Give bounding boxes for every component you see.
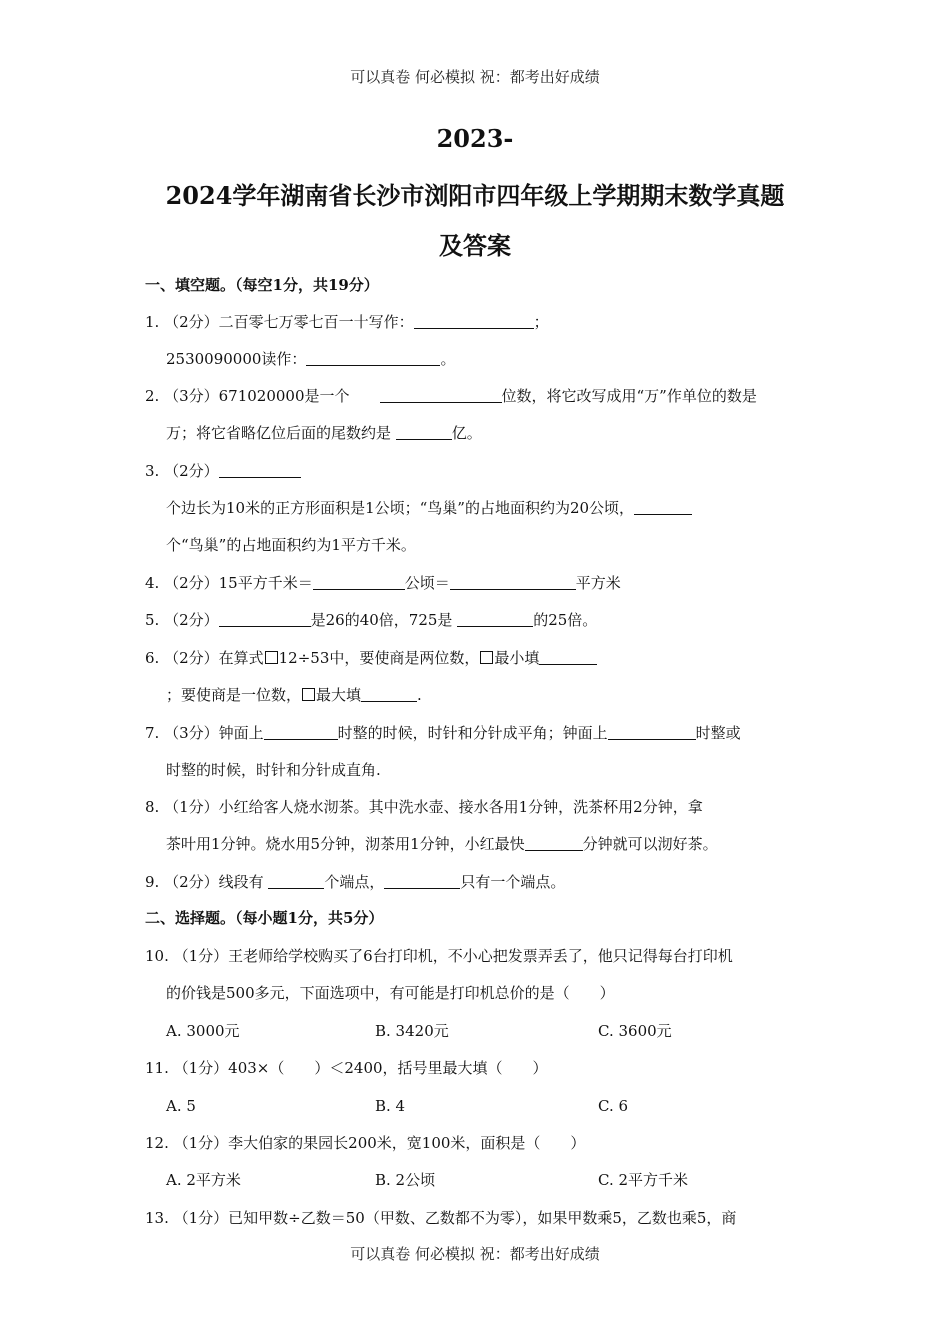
question-2-part-2: 万；将它省略亿位后面的尾数约是 亿。 <box>166 424 482 442</box>
question-7: 7. （3分）钟面上 时整的时候，时针和分针成平角；钟面上 时整或 <box>145 724 741 742</box>
option-b[interactable]: B. 2公顷 <box>375 1171 436 1189</box>
question-3-part-3: 个“鸟巢”的占地面积约为1平方千米。 <box>166 536 416 554</box>
section-1-heading: 一、填空题。（每空1分，共19分） <box>145 276 379 294</box>
question-3: 3. （2分） <box>145 461 301 481</box>
answer-blank[interactable] <box>525 834 583 851</box>
answer-blank[interactable] <box>384 872 460 889</box>
question-7-part-2: 时整的时候，时针和分针成直角. <box>166 761 381 779</box>
answer-blank[interactable] <box>414 312 534 329</box>
square-box-icon <box>265 651 278 664</box>
answer-blank[interactable] <box>396 423 452 440</box>
answer-blank[interactable] <box>539 648 597 665</box>
page-footer: 可以真卷 何必模拟 祝：都考出好成绩 <box>350 1245 600 1263</box>
option-a[interactable]: A. 2平方米 <box>166 1171 241 1189</box>
answer-blank[interactable] <box>219 461 301 478</box>
question-1-part-2: 2530090000读作： 。 <box>166 350 456 368</box>
square-box-icon <box>302 688 315 701</box>
question-10-part-2: 的价钱是500多元，下面选项中，有可能是打印机总价的是（ ） <box>166 984 615 1002</box>
question-9: 9. （2分）线段有 个端点， 只有一个端点。 <box>145 873 566 891</box>
question-10: 10. （1分）王老师给学校购买了6台打印机，不小心把发票弄丢了，他只记得每台打印机 <box>145 947 733 965</box>
answer-blank[interactable] <box>450 573 576 590</box>
title-line-1: 2023- <box>436 124 514 153</box>
section-2-heading: 二、选择题。（每小题1分，共5分） <box>145 909 384 927</box>
answer-blank[interactable] <box>313 573 405 590</box>
question-6-part-2: ；要使商是一位数， 最大填 . <box>166 686 422 704</box>
question-11: 11. （1分）403×（ ）＜2400，括号里最大填（ ） <box>145 1059 548 1077</box>
option-b[interactable]: B. 3420元 <box>375 1022 449 1040</box>
question-6: 6. （2分）在算式 12÷53中，要使商是两位数， 最小填 <box>145 648 597 668</box>
option-b[interactable]: B. 4 <box>375 1097 406 1115</box>
answer-blank[interactable] <box>380 386 502 403</box>
answer-blank[interactable] <box>264 723 338 740</box>
answer-blank[interactable] <box>306 349 440 366</box>
option-c[interactable]: C. 3600元 <box>598 1022 672 1040</box>
option-a[interactable]: A. 5 <box>166 1097 196 1115</box>
title-line-2: 2024学年湖南省长沙市浏阳市四年级上学期期末数学真题 <box>165 181 785 210</box>
answer-blank[interactable] <box>268 872 324 889</box>
option-c[interactable]: C. 6 <box>598 1097 629 1115</box>
question-13: 13. （1分）已知甲数÷乙数＝50（甲数、乙数都不为零），如果甲数乘5，乙数也乘5，商 <box>145 1209 737 1227</box>
question-8: 8. （1分）小红给客人烧水沏茶。其中洗水壶、接水各用1分钟，洗茶杯用2分钟，拿 <box>145 798 703 816</box>
question-3-part-2: 个边长为10米的正方形面积是1公顷；“鸟巢”的占地面积约为20公顷， <box>166 498 692 518</box>
option-c[interactable]: C. 2平方千米 <box>598 1171 689 1189</box>
square-box-icon <box>480 651 493 664</box>
question-1: 1. （2分）二百零七万零七百一十写作： ； <box>145 313 549 331</box>
answer-blank[interactable] <box>608 723 696 740</box>
answer-blank[interactable] <box>219 610 311 627</box>
question-4: 4. （2分）15平方千米＝ 公顷＝ 平方米 <box>145 574 621 592</box>
title-line-3: 及答案 <box>439 231 511 260</box>
option-a[interactable]: A. 3000元 <box>166 1022 240 1040</box>
question-2: 2. （3分）671020000是一个 位数，将它改写成用“万”作单位的数是 <box>145 387 757 405</box>
question-8-part-2: 茶叶用1分钟。烧水用5分钟，沏茶用1分钟，小红最快 分钟就可以沏好茶。 <box>166 835 718 853</box>
answer-blank[interactable] <box>361 685 417 702</box>
question-5: 5. （2分） 是26的40倍，725是 的25倍。 <box>145 611 598 629</box>
answer-blank[interactable] <box>457 610 533 627</box>
answer-blank[interactable] <box>634 498 692 515</box>
question-12: 12. （1分）李大伯家的果园长200米，宽100米，面积是（ ） <box>145 1134 586 1152</box>
page-header: 可以真卷 何必模拟 祝：都考出好成绩 <box>350 68 600 86</box>
